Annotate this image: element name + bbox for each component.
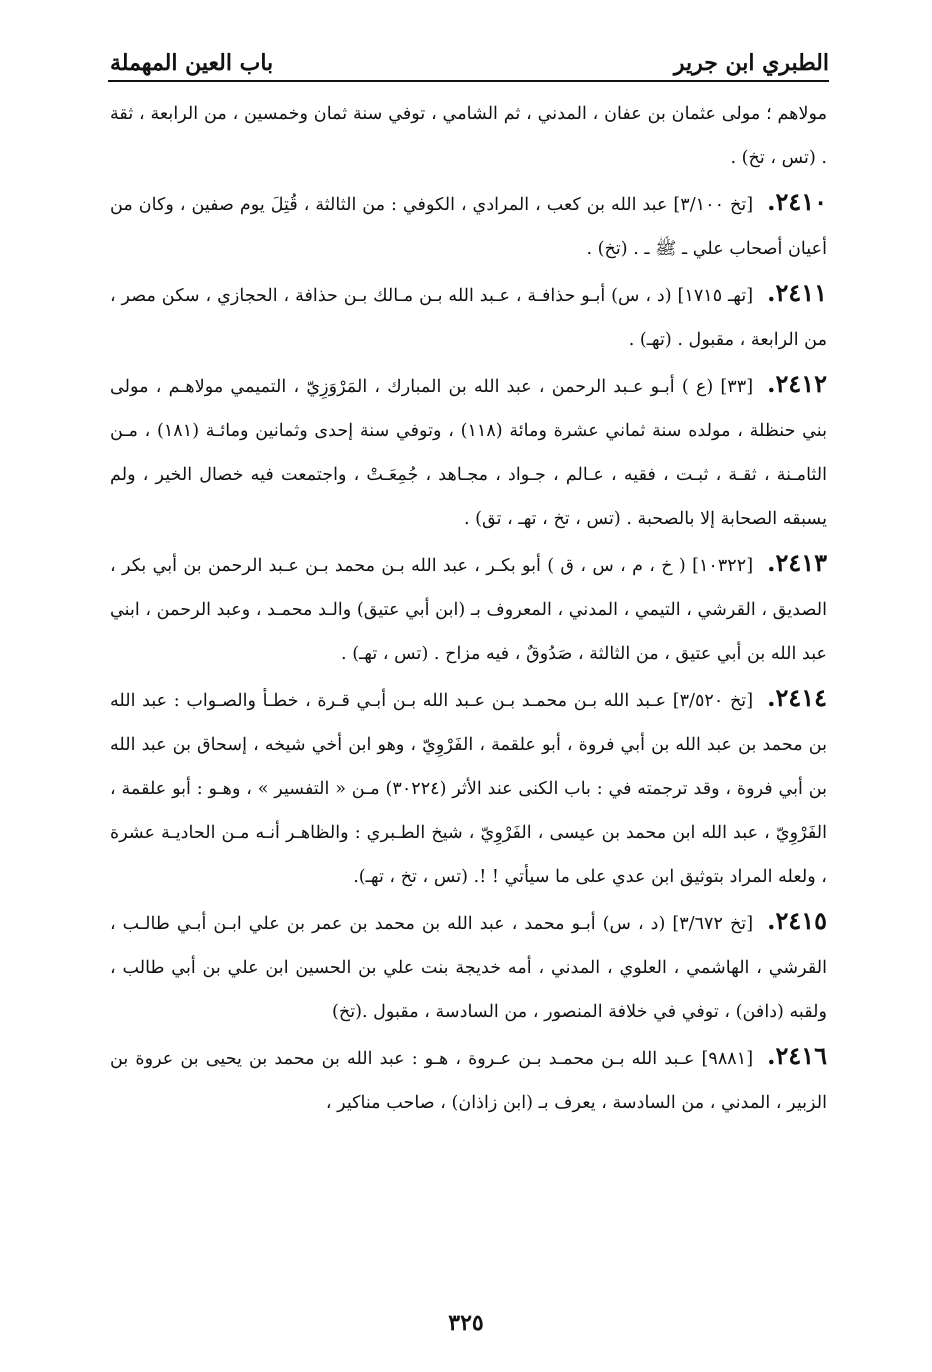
entry-text: [٩٨٨١] عـبد الله بـن محمـد بـن عـروة ، هـو : عبد الله بن محمد بن يحيى بن عروة بن الزبير ، المدني ، من السادسة ، يعرف بـ (ابن زاذان) ، صاحب مناكير ، [110, 1049, 827, 1113]
header-divider [108, 80, 829, 82]
entry-2410 [110, 180, 827, 271]
entry-2416 [110, 1034, 827, 1125]
entry-number: ٢٤١٠. [767, 187, 828, 216]
entry-text: [١٠٣٢٢] ( خ ، م ، س ، ق ) أبو بكـر ، عبد الله بـن محمد بـن عـبد الرحمن بن أبي بكر ، الصديق ، القرشي ، التيمي ، المدني ، المعروف بـ (ابن أبي عتيق) والـد محمـد ، وعبد الرحمن ، ابني عبد الله بن أبي عتيق ، من الثالثة ، صَدُوقٌ ، فيه مزاح . (تس ، تهـ) . [110, 556, 827, 664]
entry-number: ٢٤١٥. [767, 906, 827, 935]
entry-number: ٢٤١٢. [767, 369, 827, 398]
page-number: ٣٢٥ [448, 1310, 484, 1336]
page-body [110, 92, 827, 1282]
entry-2415 [110, 899, 827, 1034]
header-chapter-title: باب العين المهملة [110, 50, 274, 76]
entry-2412 [110, 362, 827, 541]
entry-number: ٢٤١٣. [767, 548, 827, 577]
entry-2411 [110, 271, 827, 362]
entry-number: ٢٤١١. [767, 278, 828, 307]
entry-text: [تخ ٣/١٠٠] عبد الله بن كعب ، المرادي ، الكوفي : من الثالثة ، قُتِلَ يوم صفين ، وكان من أعيان أصحاب علي ـ ﷺ ـ . (تخ) . [110, 195, 827, 259]
entry-text: [تهـ ١٧١٥] (د ، س) أبـو حذافـة ، عـبد الله بـن مـالك بـن حذافة ، الحجازي ، سكن مصر ، من الرابعة ، مقبول . (تهـ) . [110, 286, 827, 350]
header-book-title: الطبري ابن جرير [673, 50, 829, 76]
entry-number: ٢٤١٤. [767, 683, 827, 712]
entry-text: [٣٣] (ع ) أبـو عـبد الرحمن ، عبد الله بن المبارك ، المَرْوَزِيّ ، التميمي مولاهـم ، مولى بني حنظلة ، مولده سنة ثماني عشرة ومائة (١١٨) ، وتوفي سنة إحدى وثمانين ومائـة (١٨١) ، مـن الثامـنة ، ثقـة ، ثبـت ، فقيه ، عـالم ، جـواد ، مجـاهد ، جُمِعَـتْ ، واجتمعت فيه خصال الخير ، ولم يسبقه الصحابة إلا بالصحبة . (تس ، تخ ، تهـ ، تق) . [110, 377, 827, 529]
entry-2413 [110, 541, 827, 676]
running-header [110, 30, 829, 76]
entry-text: [تخ ٣/٦٧٢] (د ، س) أبـو محمد ، عبد الله بن محمد بن عمر بن علي ابـن أبـي طالـب ، القرشي ، الهاشمي ، العلوي ، المدني ، أمه خديجة بنت علي بن الحسين ابن علي بن أبي طالب ، ولقبه (دافن) ، توفي في خلافة المنصور ، من السادسة ، مقبول .(تخ) [110, 914, 827, 1022]
entry-2414 [110, 676, 827, 899]
continuation-paragraph: مولاهم ؛ مولى عثمان بن عفان ، المدني ، ثم الشامي ، توفي سنة ثمان وخمسين ، من الرابعة ، ثقة . (تس ، تخ) . [110, 104, 827, 168]
entry-number: ٢٤١٦. [767, 1041, 827, 1070]
entry-text: [تخ ٣/٥٢٠] عـبد الله بـن محمـد بـن عـبد الله بـن أبـي قـرة ، خطـأ والصـواب : عبد الله بن محمد بن عبد الله بن أبي فروة ، أبو علقمة ، الفَرْوِيّ ، وهو ابن أخي شيخه ، إسحاق بن عبد الله بن أبي فروة ، وقد ترجمته في : باب الكنى عند الأثر (٣٠٢٢٤) مـن « التفسير » ، وهـو : أبو علقمة ، الفَرْوِيّ ، عبد الله ابن محمد بن عيسى ، الفَرْوِيّ ، شيخ الطـبري : والظاهـر أنـه مـن الحاديـة عشرة ، ولعله المراد بتوثيق ابن عدي على ما سيأتي ! !. (تس ، تخ ، تهـ). [110, 691, 827, 887]
